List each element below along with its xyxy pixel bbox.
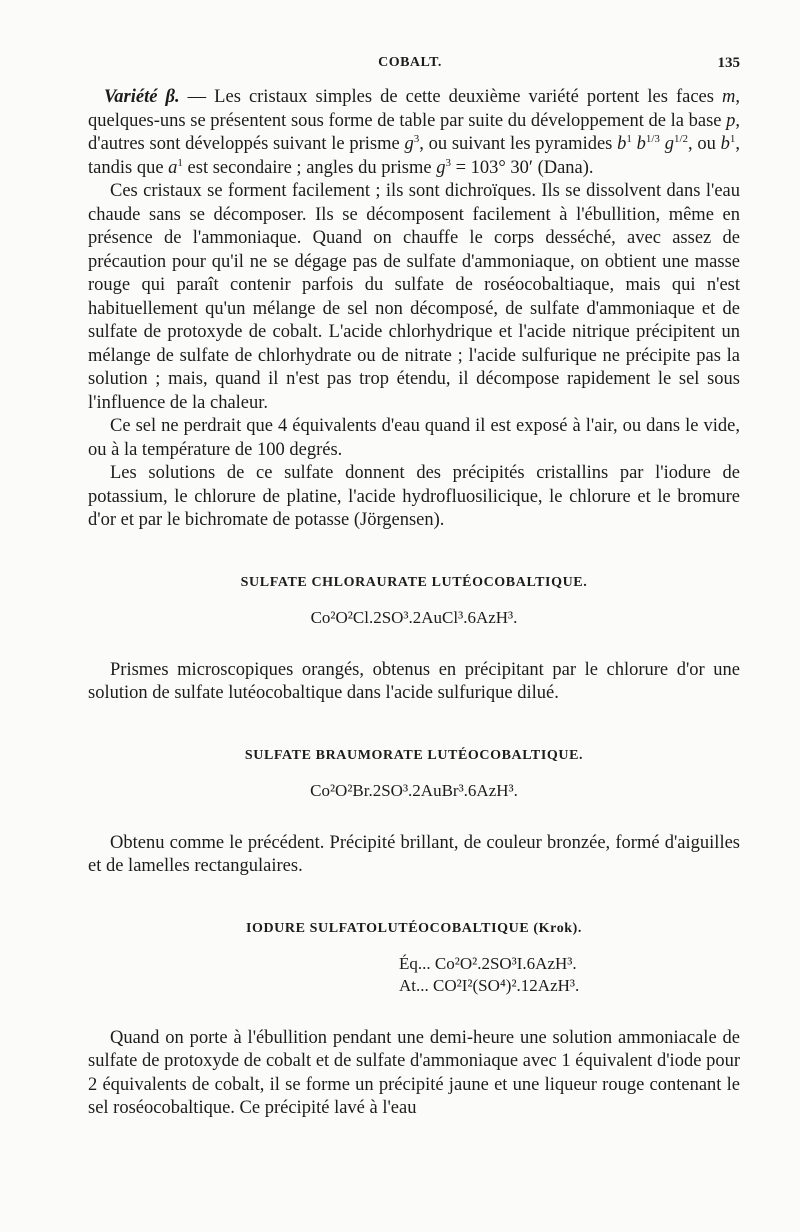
symbol-m: m [722, 87, 736, 107]
section-heading-braumorate: SULFATE BRAUMORATE LUTÉOCOBALTIQUE. [244, 747, 584, 763]
text-run: , ou suivant les pyramides [419, 134, 618, 154]
superscript: 1 [626, 132, 632, 145]
section-heading-chloraurate: SULFATE CHLORAURATE LUTÉOCOBALTIQUE. [240, 574, 588, 590]
body-text [88, 86, 740, 1121]
symbol-b: b [617, 134, 627, 154]
paragraph-iodure: Quand on porte à l'ébullition pendant une demi-heure une solution ammoniacale de sulfate de protoxyde de cobalt et de sulfate d'ammoniaque avec 1 équivalent d'iode pour 2 équivalents de cobalt, il se forme un précipité jaune et une liqueur rouge contenant le sel roséocobaltique. Ce précipité lavé à l'eau [88, 1027, 740, 1118]
text-run: , tandis que [88, 134, 740, 178]
text-run: , ou [688, 134, 721, 154]
symbol-b: b [720, 134, 730, 154]
symbol-g: g [436, 157, 446, 178]
symbol-b: b [636, 134, 646, 154]
text-run: est secondaire ; angles du prisme [182, 157, 437, 178]
superscript: 1/2 [673, 132, 688, 145]
variety-label: Variété β. [104, 87, 180, 107]
paragraph-variete-beta [88, 86, 740, 180]
symbol-a: a [168, 157, 178, 178]
paragraph-properties: Ces cristaux se forment facilement ; ils sont dichroïques. Ils se dissolvent dans l'eau chaude sans se décomposer. Ils se décomposent facilement à l'ébullition, même en présence de l'ammoniaque. Quand on chauffe le corps desséché, avec assez de précaution pour qu'il ne se dégage pas de sulfate d'ammoniaque, on obtient une masse rouge qui paraît contenir parfois du sulfate de roséocobaltiaque, mais qui n'est habituellement qu'un mélange de sel non décomposé, de sulfate d'ammoniaque et de sulfate de protoxyde de cobalt. L'acide chlorhydrique et l'acide nitrique précipitent un mélange de sulfate de chlorhydrate ou de nitrate ; l'acide sulfurique ne précipite pas la solution ; mais, quand il n'est pas trop étendu, il décompose rapidement le sel sous l'influence de la chaleur. [88, 181, 740, 413]
superscript: 3 [413, 132, 420, 145]
symbol-p: p [726, 110, 736, 131]
text-run: = 103° 30′ (Dana). [450, 157, 594, 178]
superscript: 3 [445, 156, 451, 169]
paragraph-precipitates: Les solutions de ce sulfate donnent des précipités cristallins par l'iodure de potassium, le chlorure de platine, l'acide hydrofluosilicique, le chlorure et le bromure d'or et par le bichromate de potasse (Jörgensen). [88, 463, 740, 530]
section-heading-iodure: IODURE SULFATOLUTÉOCOBALTIQUE (Krok). [245, 920, 583, 936]
paragraph-water-loss: Ce sel ne perdrait que 4 équivalents d'eau quand il est exposé à l'air, ou dans le vide, ou à la température de 100 degrés. [88, 416, 740, 460]
formula-braumorate: Co²O²Br.2SO³.2AuBr³.6AzH³. [310, 780, 518, 800]
running-title: COBALT. [378, 55, 442, 70]
symbol-g: g [664, 134, 674, 154]
page-header [80, 55, 740, 79]
formula-atoms: At... CO²I²(SO⁴)².12AzH³. [399, 975, 580, 995]
formula-equivalents: Éq... Co²O².2SO³I.6AzH³. [399, 953, 577, 973]
page-number: 135 [717, 55, 740, 71]
superscript: 1 [729, 132, 736, 145]
paragraph-chloraurate: Prismes microscopiques orangés, obtenus en précipitant par le chlorure d'or une solution de sulfate lutéocobaltique dans l'acide sulfurique dilué. [88, 659, 740, 703]
text-run: — Les cristaux simples de cette deuxième variété portent les faces [179, 87, 722, 107]
symbol-g: g [404, 134, 414, 154]
superscript: 1/3 [645, 132, 660, 145]
text-run: , d'autres sont développés suivant le prisme [88, 110, 740, 154]
formula-chloraurate: Co²O²Cl.2SO³.2AuCl³.6AzH³. [310, 607, 518, 627]
text-run: , quelques-uns se présentent sous forme de table par suite du développement de la base [88, 87, 740, 131]
superscript: 1 [177, 156, 183, 169]
paragraph-braumorate: Obtenu comme le précédent. Précipité brillant, de couleur bronzée, formé d'aiguilles et de lamelles rectangulaires. [88, 832, 740, 876]
